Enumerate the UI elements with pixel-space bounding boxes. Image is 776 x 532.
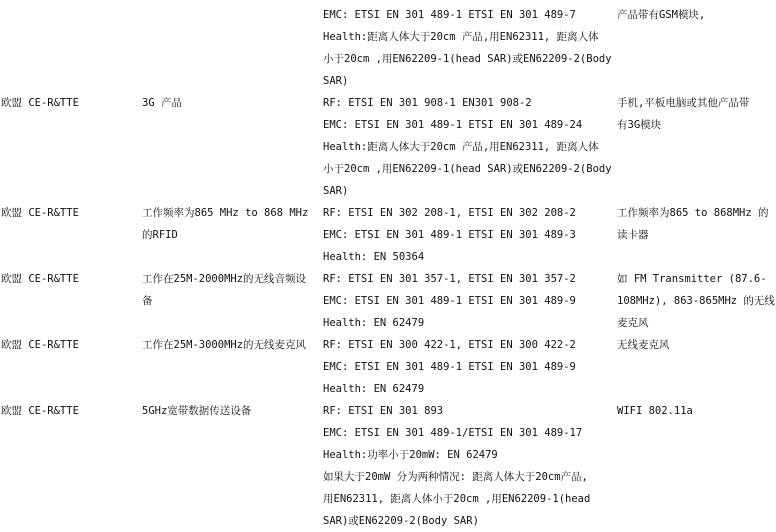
text-line: EMC: ETSI EN 301 489-1 ETSI EN 301 489-24 <box>323 119 583 131</box>
text-line: RF: ETSI EN 301 908-1 EN301 908-2 <box>323 97 532 109</box>
text-line: 欧盟 CE-R&TTE <box>1 339 79 351</box>
text-line: RF: ETSI EN 301 357-1, ETSI EN 301 357-2 <box>323 273 576 285</box>
text-line: 手机,平板电脑或其他产品带 <box>617 97 750 109</box>
region-cell <box>1 92 137 114</box>
text-line: WIFI 802.11a <box>617 405 693 417</box>
text-line: RF: ETSI EN 300 422-1, ETSI EN 300 422-2 <box>323 339 576 351</box>
text-line: 产品带有GSM模块, <box>617 9 706 21</box>
region-cell <box>1 268 137 290</box>
text-line: 小于20cm ,用EN62209-1(head SAR)或EN62209-2(Body <box>323 53 612 65</box>
text-line: EMC: ETSI EN 301 489-1/ETSI EN 301 489-17 <box>323 427 583 439</box>
standards-cell <box>323 92 615 202</box>
text-line: 有3G模块 <box>617 119 662 131</box>
text-line: Health: EN 62479 <box>323 317 425 329</box>
text-line: 欧盟 CE-R&TTE <box>1 207 79 219</box>
standards-cell <box>323 4 615 92</box>
note-cell <box>617 400 775 422</box>
text-line: Health: EN 62479 <box>323 383 425 395</box>
text-line: EMC: ETSI EN 301 489-1 ETSI EN 301 489-9 <box>323 295 576 307</box>
text-line: 工作在25M-2000MHz的无线音频设 <box>142 273 307 285</box>
text-line: Health: EN 50364 <box>323 251 425 263</box>
text-line: 备 <box>142 295 153 307</box>
text-line: 3G 产品 <box>142 97 182 109</box>
text-line: 108MHz), 863-865MHz 的无线 <box>617 295 775 307</box>
region-cell <box>1 202 137 224</box>
text-line: SAR)或EN62209-2(Body SAR) <box>323 515 479 527</box>
text-line: 小于20cm ,用EN62209-1(head SAR)或EN62209-2(Body <box>323 163 612 175</box>
text-line: 工作在25M-3000MHz的无线麦克风 <box>142 339 307 351</box>
text-line: 的RFID <box>142 229 178 241</box>
note-cell <box>617 334 775 356</box>
product-cell <box>142 268 318 312</box>
standards-cell <box>323 268 615 334</box>
note-cell <box>617 4 775 26</box>
text-line: 5GHz宽带数据传送设备 <box>142 405 252 417</box>
text-line: 欧盟 CE-R&TTE <box>1 273 79 285</box>
text-line: EMC: ETSI EN 301 489-1 ETSI EN 301 489-7 <box>323 9 576 21</box>
text-line: Health:距离人体大于20cm 产品,用EN62311, 距离人体 <box>323 31 599 43</box>
product-cell <box>142 92 318 114</box>
text-line: 用EN62311, 距离人体小于20cm ,用EN62209-1(head <box>323 493 591 505</box>
text-line: SAR) <box>323 185 349 197</box>
text-line: EMC: ETSI EN 301 489-1 ETSI EN 301 489-3 <box>323 229 576 241</box>
note-cell <box>617 92 775 136</box>
text-line: 欧盟 CE-R&TTE <box>1 405 79 417</box>
text-line: 如 FM Transmitter (87.6- <box>617 273 767 285</box>
note-cell <box>617 202 775 246</box>
text-line: 工作频率为865 to 868MHz 的 <box>617 207 769 219</box>
text-line: RF: ETSI EN 301 893 <box>323 405 444 417</box>
product-cell <box>142 202 318 246</box>
text-line: EMC: ETSI EN 301 489-1 ETSI EN 301 489-9 <box>323 361 576 373</box>
standards-cell <box>323 334 615 400</box>
product-cell <box>142 334 318 356</box>
text-line: 无线麦克风 <box>617 339 670 351</box>
region-cell <box>1 334 137 356</box>
standards-cell <box>323 400 615 532</box>
text-line: 如果大于20mW 分为两种情况: 距离人体大于20cm产品, <box>323 471 588 483</box>
text-line: Health:距离人体大于20cm 产品,用EN62311, 距离人体 <box>323 141 599 153</box>
text-line: 欧盟 CE-R&TTE <box>1 97 79 109</box>
note-cell <box>617 268 775 334</box>
region-cell <box>1 400 137 422</box>
text-line: SAR) <box>323 75 349 87</box>
text-line: 工作频率为865 MHz to 868 MHz <box>142 207 309 219</box>
standards-cell <box>323 202 615 268</box>
text-line: 读卡器 <box>617 229 649 241</box>
text-line: RF: ETSI EN 302 208-1, ETSI EN 302 208-2 <box>323 207 576 219</box>
text-line: 麦克风 <box>617 317 649 329</box>
text-line: Health:功率小于20mW: EN 62479 <box>323 449 498 461</box>
product-cell <box>142 400 318 422</box>
